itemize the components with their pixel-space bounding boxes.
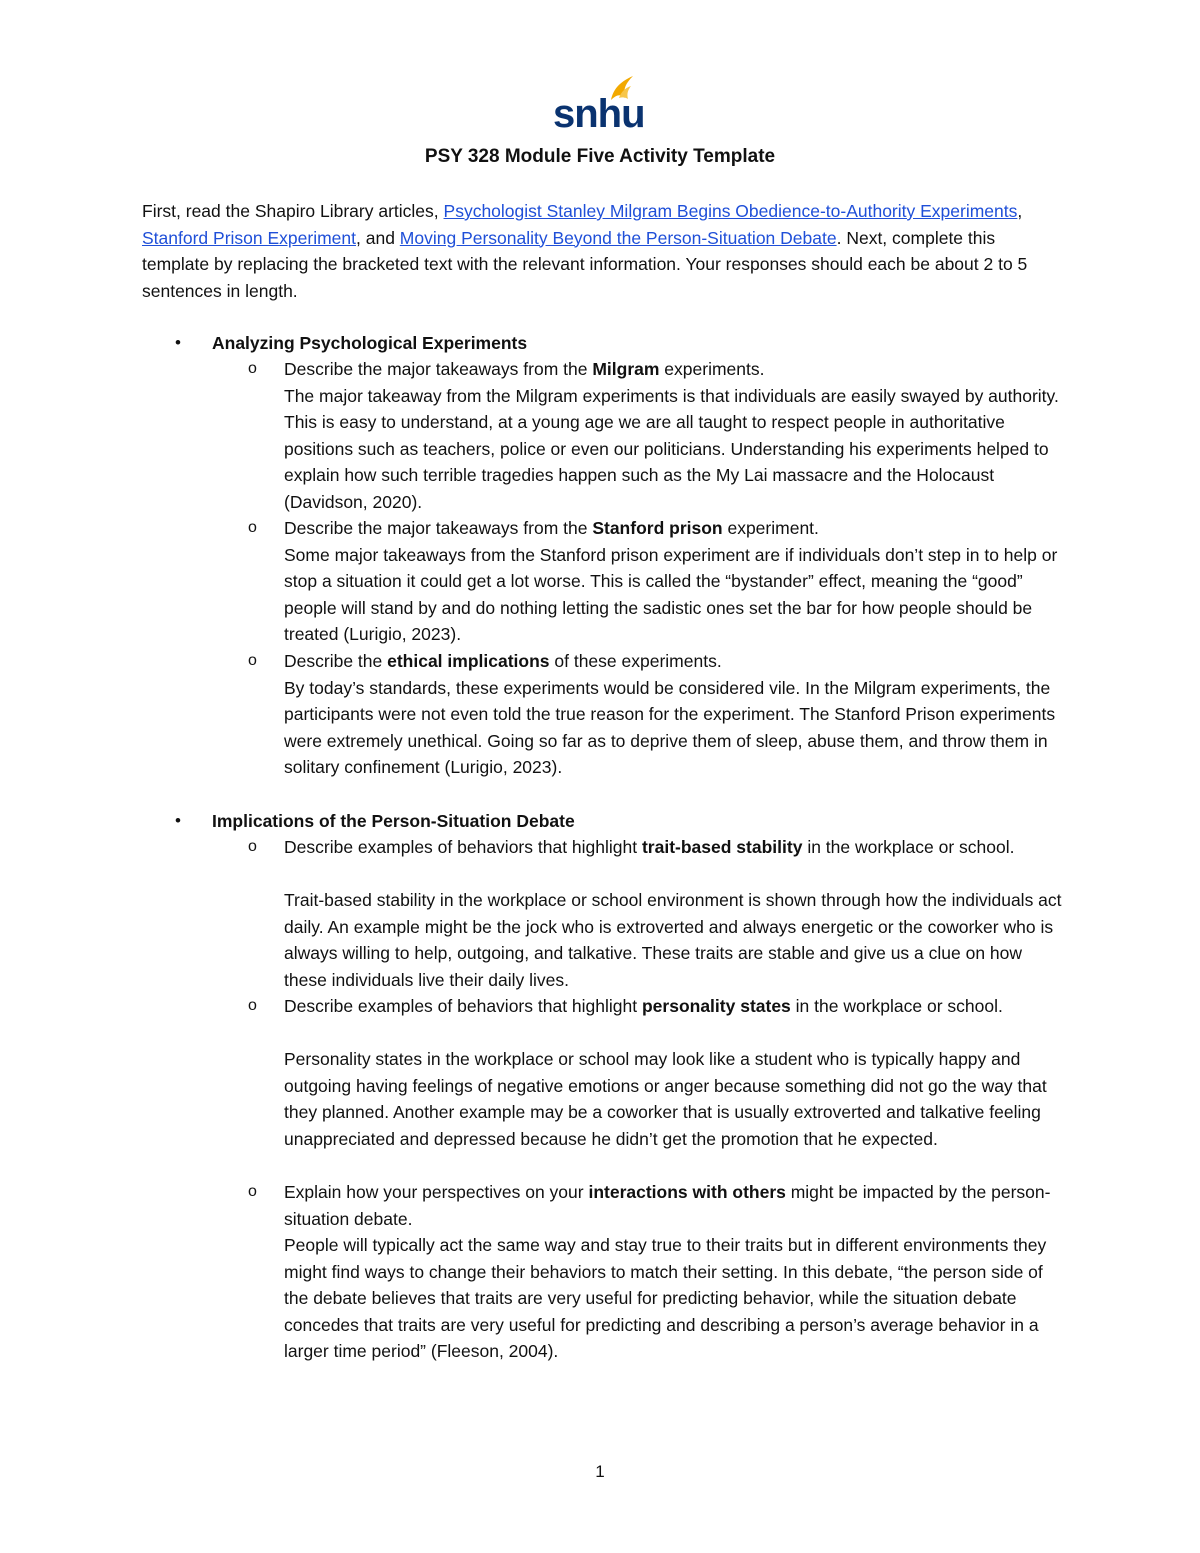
answer-text: The major takeaway from the Milgram experiments is that individuals are easily swayed by authority. This is easy to understand, at a young age we are all taught to respect people in authoritative positions such as teachers, police or even our politicians. Understanding his experiments helped to explain how such terrible tragedies happen such as the My Lai massacre and the Holocaust (Davidson, 2020). <box>284 385 1059 512</box>
answer-text: Trait-based stability in the workplace or school environment is shown through how the individuals act daily. An example might be the jock who is extroverted and always energetic or the coworker who is always willing to help, outgoing, and talkative. These traits are stable and give us a clue on how these individuals live their daily lives. <box>284 890 1062 990</box>
question-text: Describe the major takeaways from the Milgram experiments. <box>284 359 765 379</box>
question-text: Describe the ethical implications of these experiments. <box>284 651 722 671</box>
sub-bullet-icon: o <box>248 997 257 1014</box>
answer-text: Personality states in the workplace or school may look like a student who is typically happy and outgoing having feelings of negative emotions or anger because something did not go the way that they planned. Another example may be a coworker that is usually extroverted and talkative feeling unappreciated and depressed because he didn’t get the promotion that he expected. <box>284 1049 1047 1149</box>
question-text: Describe examples of behaviors that highlight trait-based stability in the workplace or school. <box>284 837 1015 857</box>
sub-bullet-icon: o <box>248 652 257 669</box>
section-title: Implications of the Person-Situation Debate <box>212 811 575 831</box>
sub-bullet-icon: o <box>248 360 257 377</box>
link-stanford-article[interactable]: Stanford Prison Experiment <box>142 227 356 248</box>
intro-sep-2: , and <box>356 227 400 248</box>
page-title: PSY 328 Module Five Activity Template <box>424 146 776 167</box>
intro-text-end: . Next, complete this template by replacing the bracketed text with the relevant information. Your responses should each be about 2 to 5 sentences in length. <box>142 227 1028 301</box>
bullet-icon: • <box>175 811 181 830</box>
intro-paragraph <box>142 198 1062 304</box>
logo-wordmark: snhu <box>553 92 645 136</box>
question-text: Describe the major takeaways from the Stanford prison experiment. <box>284 518 819 538</box>
intro-text-start: First, read the Shapiro Library articles, <box>142 201 444 221</box>
answer-text: By today’s standards, these experiments would be considered vile. In the Milgram experiments, the participants were not even told the true reason for the experiment. The Stanford Prison experiments were extremely unethical. Going so far as to deprive them of sleep, abuse them, and throw them in solitary confinement (Lurigio, 2023). <box>284 677 1056 777</box>
link-milgram-article[interactable]: Psychologist Stanley Milgram Begins Obedience-to-Authority Experiments <box>443 201 1018 221</box>
section-title: Analyzing Psychological Experiments <box>212 333 528 353</box>
answer-text: Some major takeaways from the Stanford prison experiment are if individuals don’t step in to help or stop a situation it could get a lot worse. This is called the “bystander” effect, meaning the “good” people will stand by and do nothing letting the sadistic ones set the bar for how people should be treated (Lurigio, 2023). <box>284 544 1058 644</box>
sub-bullet-icon: o <box>248 1183 257 1200</box>
link-person-situation-article[interactable]: Moving Personality Beyond the Person-Situation Debate <box>399 227 837 248</box>
sub-bullet-icon: o <box>248 519 257 536</box>
snhu-logo <box>553 72 643 134</box>
intro-sep-1: , <box>1017 201 1023 221</box>
question-text: Describe examples of behaviors that highlight personality states in the workplace or school. <box>284 996 1003 1016</box>
page-number: 1 <box>595 1462 605 1481</box>
answer-text: People will typically act the same way and stay true to their traits but in different environments they might find ways to change their behaviors to match their setting. In this debate, “the person side of the debate believes that traits are very useful for predicting behavior, while the situation debate concedes that traits are very useful for predicting and describing a person’s average behavior in a larger time period” (Fleeson, 2004). <box>284 1235 1047 1361</box>
question-text: Explain how your perspectives on your interactions with others might be impacted by the person-situation debate. <box>284 1182 1051 1229</box>
sub-bullet-icon: o <box>248 838 257 855</box>
bullet-icon: • <box>175 333 181 352</box>
